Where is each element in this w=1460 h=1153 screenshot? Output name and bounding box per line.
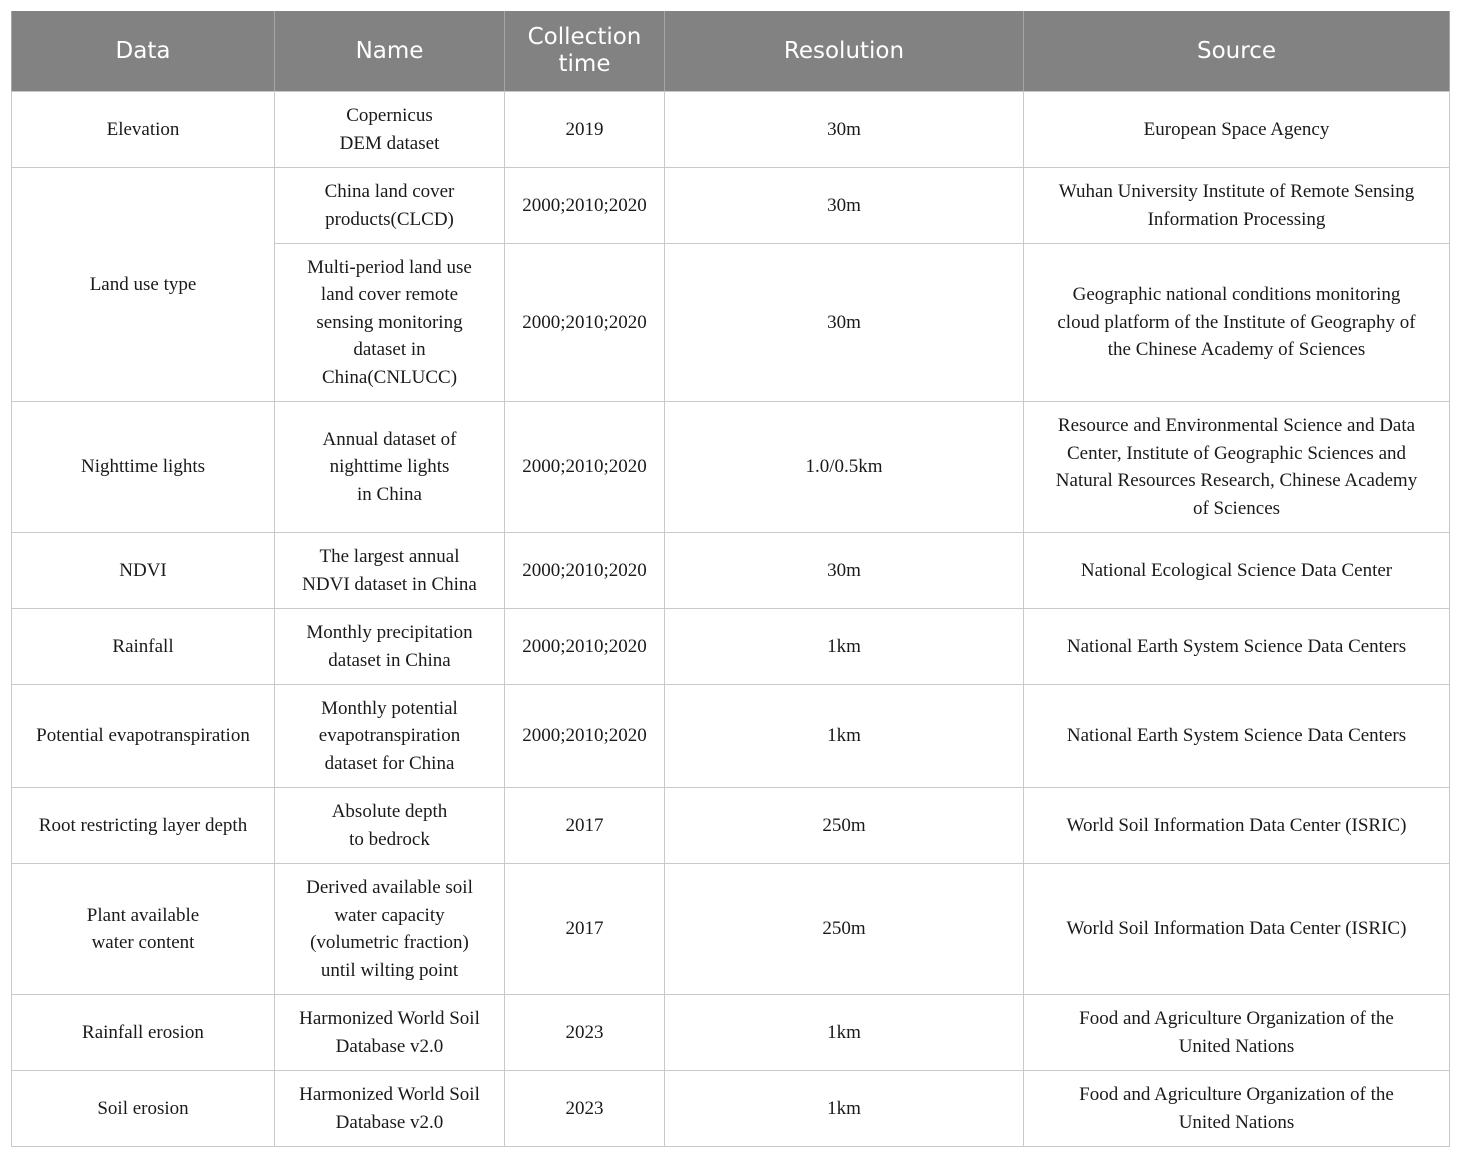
cell-data: Soil erosion bbox=[12, 1071, 275, 1147]
cell-time: 2000;2010;2020 bbox=[505, 168, 665, 244]
cell-time: 2000;2010;2020 bbox=[505, 609, 665, 685]
cell-source: World Soil Information Data Center (ISRIC) bbox=[1024, 788, 1450, 864]
cell-resolution: 1km bbox=[665, 609, 1024, 685]
table-row bbox=[12, 92, 1450, 168]
cell-name: China land cover products(CLCD) bbox=[275, 168, 505, 244]
cell-name: The largest annual NDVI dataset in China bbox=[275, 533, 505, 609]
cell-time: 2023 bbox=[505, 995, 665, 1071]
header-row bbox=[12, 11, 1450, 92]
cell-time: 2000;2010;2020 bbox=[505, 533, 665, 609]
cell-source: European Space Agency bbox=[1024, 92, 1450, 168]
cell-resolution: 250m bbox=[665, 864, 1024, 995]
cell-source: Geographic national conditions monitoring cloud platform of the Institute of Geography of the Chinese Academy of Sciences bbox=[1024, 244, 1450, 402]
cell-time: 2017 bbox=[505, 788, 665, 864]
data-table-container bbox=[11, 11, 1449, 1147]
cell-time: 2017 bbox=[505, 864, 665, 995]
cell-name: Absolute depth to bedrock bbox=[275, 788, 505, 864]
table-row bbox=[12, 685, 1450, 788]
cell-name: Copernicus DEM dataset bbox=[275, 92, 505, 168]
cell-data: Potential evapotranspiration bbox=[12, 685, 275, 788]
cell-time: 2023 bbox=[505, 1071, 665, 1147]
cell-resolution: 30m bbox=[665, 244, 1024, 402]
table-row bbox=[12, 609, 1450, 685]
header-resolution: Resolution bbox=[665, 11, 1024, 92]
cell-data: Rainfall erosion bbox=[12, 995, 275, 1071]
cell-name: Monthly precipitation dataset in China bbox=[275, 609, 505, 685]
table-row bbox=[12, 168, 1450, 244]
cell-resolution: 1km bbox=[665, 685, 1024, 788]
cell-source: Food and Agriculture Organization of the United Nations bbox=[1024, 995, 1450, 1071]
cell-source: Resource and Environmental Science and Data Center, Institute of Geographic Sciences and Natural Resources Research, Chinese Academy of Sciences bbox=[1024, 402, 1450, 533]
cell-resolution: 1km bbox=[665, 1071, 1024, 1147]
cell-time: 2000;2010;2020 bbox=[505, 244, 665, 402]
cell-source: World Soil Information Data Center (ISRIC) bbox=[1024, 864, 1450, 995]
cell-name: Multi-period land use land cover remote sensing monitoring dataset in China(CNLUCC) bbox=[275, 244, 505, 402]
cell-time: 2000;2010;2020 bbox=[505, 685, 665, 788]
table-row bbox=[12, 788, 1450, 864]
cell-name: Annual dataset of nighttime lights in China bbox=[275, 402, 505, 533]
header-data: Data bbox=[12, 11, 275, 92]
cell-data: Root restricting layer depth bbox=[12, 788, 275, 864]
cell-data: Plant available water content bbox=[12, 864, 275, 995]
cell-data: Land use type bbox=[12, 168, 275, 402]
cell-resolution: 1km bbox=[665, 995, 1024, 1071]
data-sources-table bbox=[11, 11, 1450, 1147]
table-row bbox=[12, 533, 1450, 609]
cell-data: NDVI bbox=[12, 533, 275, 609]
cell-time: 2000;2010;2020 bbox=[505, 402, 665, 533]
cell-source: National Earth System Science Data Centers bbox=[1024, 609, 1450, 685]
cell-resolution: 30m bbox=[665, 533, 1024, 609]
cell-data: Elevation bbox=[12, 92, 275, 168]
cell-name: Monthly potential evapotranspiration dataset for China bbox=[275, 685, 505, 788]
cell-resolution: 250m bbox=[665, 788, 1024, 864]
cell-time: 2019 bbox=[505, 92, 665, 168]
table-row bbox=[12, 995, 1450, 1071]
cell-name: Harmonized World Soil Database v2.0 bbox=[275, 1071, 505, 1147]
cell-data: Rainfall bbox=[12, 609, 275, 685]
cell-source: Food and Agriculture Organization of the United Nations bbox=[1024, 1071, 1450, 1147]
cell-source: National Earth System Science Data Centers bbox=[1024, 685, 1450, 788]
cell-name: Harmonized World Soil Database v2.0 bbox=[275, 995, 505, 1071]
table-row bbox=[12, 402, 1450, 533]
cell-resolution: 30m bbox=[665, 168, 1024, 244]
cell-source: National Ecological Science Data Center bbox=[1024, 533, 1450, 609]
cell-data: Nighttime lights bbox=[12, 402, 275, 533]
table-row bbox=[12, 864, 1450, 995]
cell-resolution: 1.0/0.5km bbox=[665, 402, 1024, 533]
table-row bbox=[12, 1071, 1450, 1147]
header-collection-time: Collection time bbox=[505, 11, 665, 92]
cell-source: Wuhan University Institute of Remote Sensing Information Processing bbox=[1024, 168, 1450, 244]
cell-resolution: 30m bbox=[665, 92, 1024, 168]
header-name: Name bbox=[275, 11, 505, 92]
header-source: Source bbox=[1024, 11, 1450, 92]
cell-name: Derived available soil water capacity (volumetric fraction) until wilting point bbox=[275, 864, 505, 995]
